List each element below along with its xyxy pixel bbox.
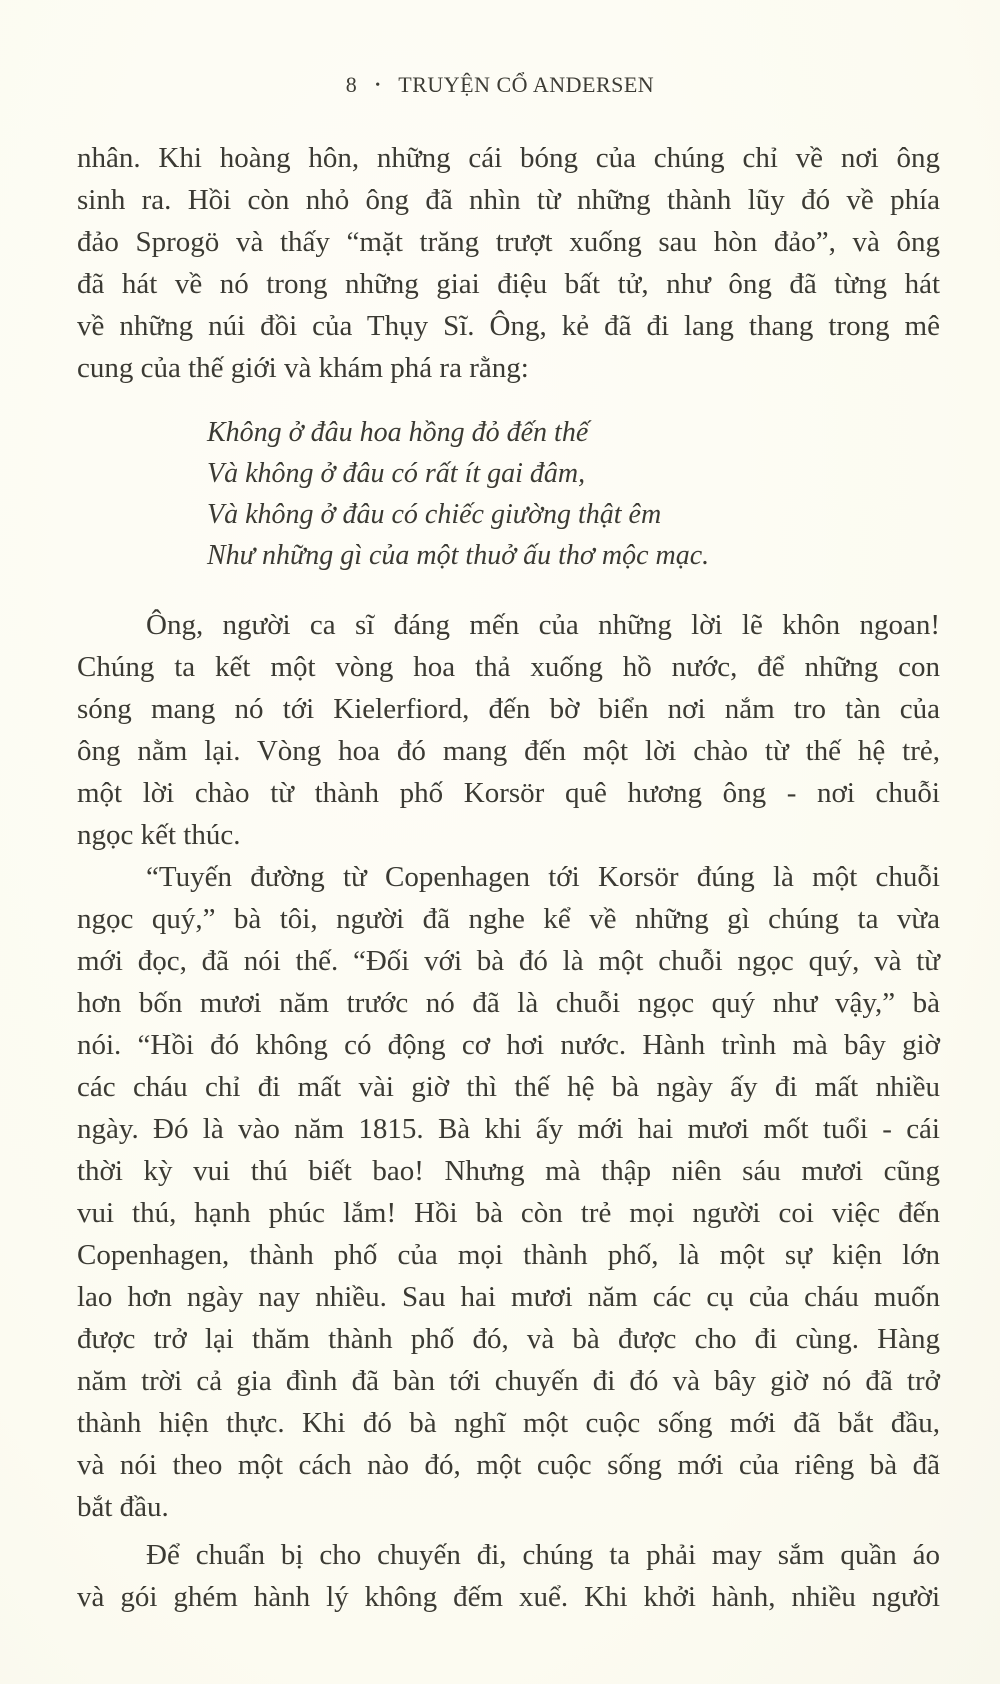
text-line: ông nằm lại. Vòng hoa đó mang đến một lời chào từ thế hệ trẻ, [77, 735, 940, 767]
text-line: mới đọc, đã nói thế. “Đối với bà đó là một chuỗi ngọc quý, và từ [77, 945, 940, 977]
poem-verse: Và không ở đâu có chiếc giường thật êm [207, 499, 662, 530]
text-line: một lời chào từ thành phố Korsör quê hương ông - nơi chuỗi [77, 777, 940, 809]
text-line: cung của thế giới và khám phá ra rằng: [77, 352, 529, 384]
text-line: nói. “Hồi đó không có động cơ hơi nước. Hành trình mà bây giờ [77, 1029, 940, 1061]
body-text [77, 137, 940, 1618]
text-line: được trở lại thăm thành phố đó, và bà được cho đi cùng. Hàng [77, 1323, 940, 1355]
text-line: về những núi đồi của Thụy Sĩ. Ông, kẻ đã đi lang thang trong mê [77, 310, 940, 342]
text-line: và gói ghém hành lý không đếm xuể. Khi khởi hành, nhiều người [77, 1581, 940, 1613]
paragraph [77, 137, 940, 389]
book-title: TRUYỆN CỔ ANDERSEN [398, 72, 655, 97]
poem-block [77, 412, 940, 576]
text-line: bắt đầu. [77, 1491, 169, 1523]
paragraph [77, 604, 940, 856]
text-line: Để chuẩn bị cho chuyến đi, chúng ta phải may sắm quần áo [146, 1539, 940, 1571]
text-line: sinh ra. Hồi còn nhỏ ông đã nhìn từ những thành lũy đó về phía [77, 184, 940, 216]
text-line: thời kỳ vui thú biết bao! Nhưng mà thập niên sáu mươi cũng [77, 1155, 940, 1187]
running-header [0, 72, 1000, 98]
paragraph [77, 856, 940, 1528]
text-line: vui thú, hạnh phúc lắm! Hồi bà còn trẻ mọi người coi việc đến [77, 1197, 940, 1229]
text-line: nhân. Khi hoàng hôn, những cái bóng của chúng chỉ về nơi ông [77, 142, 940, 174]
text-line: Copenhagen, thành phố của mọi thành phố, là một sự kiện lớn [77, 1239, 940, 1271]
text-line: Ông, người ca sĩ đáng mến của những lời lẽ khôn ngoan! [146, 609, 940, 641]
text-line: năm trời cả gia đình đã bàn tới chuyến đi đó và bây giờ nó đã trở [77, 1365, 940, 1397]
text-line: các cháu chỉ đi mất vài giờ thì thế hệ bà ngày ấy đi mất nhiều [77, 1071, 940, 1103]
poem-verse: Không ở đâu hoa hồng đỏ đến thế [207, 417, 589, 448]
text-line: hơn bốn mươi năm trước nó đã là chuỗi ngọc quý như vậy,” bà [77, 987, 940, 1019]
text-line: lao hơn ngày nay nhiều. Sau hai mươi năm các cụ của cháu muốn [77, 1281, 940, 1313]
text-line: sóng mang nó tới Kielerfiord, đến bờ biển nơi nắm tro tàn của [77, 693, 940, 725]
text-line: đã hát về nó trong những giai điệu bất tử, như ông đã từng hát [77, 268, 940, 300]
text-line: đảo Sprogö và thấy “mặt trăng trượt xuống sau hòn đảo”, và ông [77, 226, 940, 258]
text-line: Chúng ta kết một vòng hoa thả xuống hồ nước, để những con [77, 651, 940, 683]
text-line: “Tuyến đường từ Copenhagen tới Korsör đúng là một chuỗi [146, 861, 940, 893]
text-line: ngọc quý,” bà tôi, người đã nghe kể về những gì chúng ta vừa [77, 903, 940, 935]
header-separator: • [375, 78, 381, 93]
poem-verse: Như những gì của một thuở ấu thơ mộc mạc. [207, 540, 710, 571]
text-line: thành hiện thực. Khi đó bà nghĩ một cuộc sống mới đã bắt đầu, [77, 1407, 940, 1439]
poem-verse: Và không ở đâu có rất ít gai đâm, [207, 458, 586, 489]
page-number: 8 [345, 72, 358, 97]
text-line: ngày. Đó là vào năm 1815. Bà khi ấy mới hai mươi mốt tuổi - cái [77, 1113, 940, 1145]
paragraph [77, 1534, 940, 1618]
text-line: ngọc kết thúc. [77, 819, 241, 851]
text-line: và nói theo một cách nào đó, một cuộc sống mới của riêng bà đã [77, 1449, 940, 1481]
